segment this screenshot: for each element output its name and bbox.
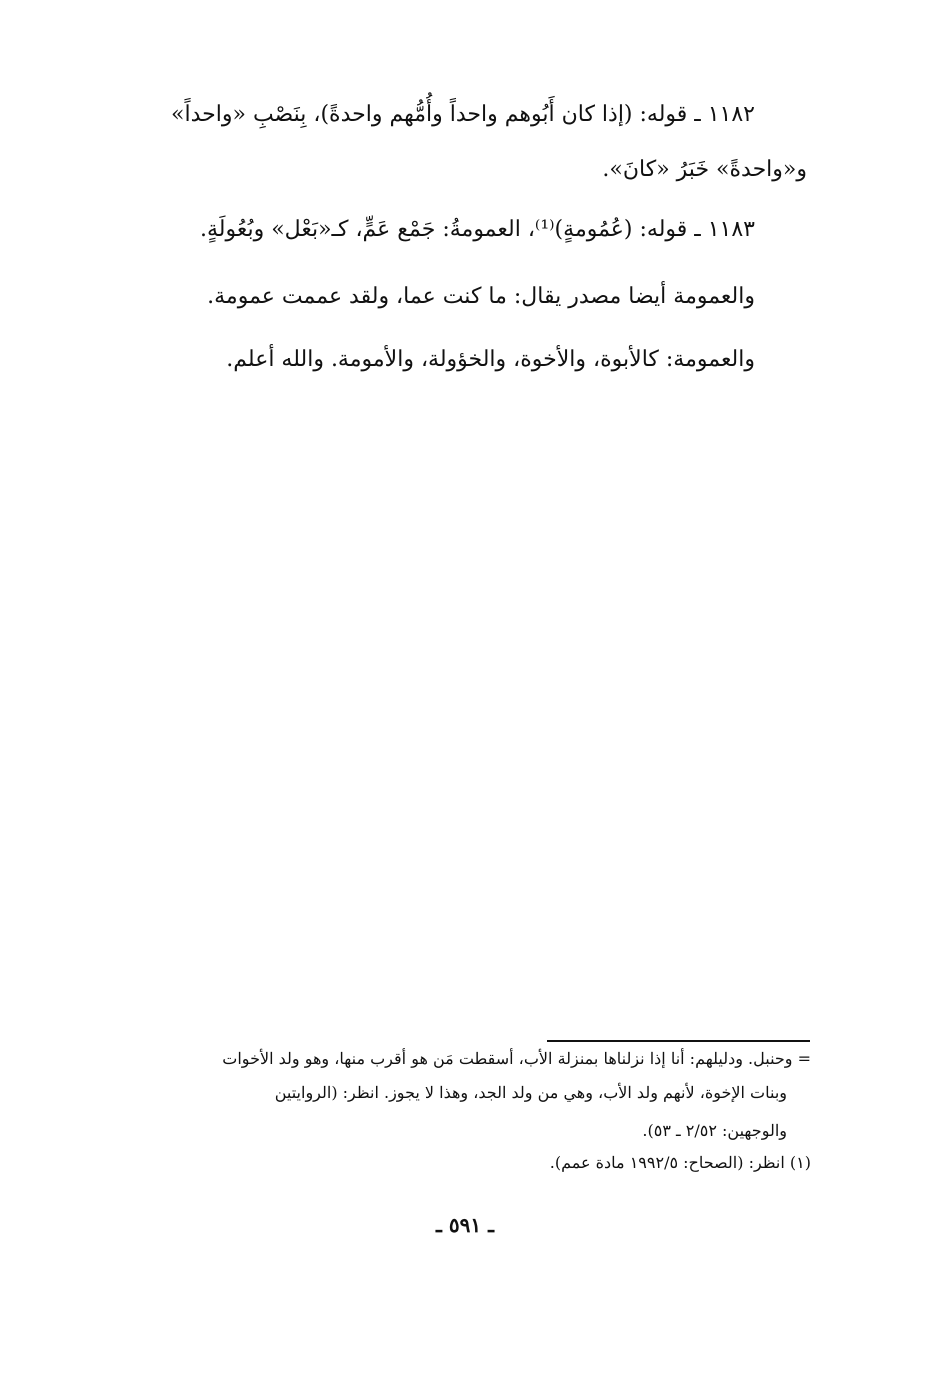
paragraph-umuma-masdar: والعمومة أيضا مصدر يقال: ما كنت عما، ولقد عممت عمومة. <box>207 284 755 309</box>
paragraph-umuma-comparison: والعمومة: كالأبوة، والأخوة، والخؤولة، والأمومة. والله أعلم. <box>226 347 755 372</box>
paragraph-1182-line-1: ١١٨٢ ـ قوله: (إذا كان أَبُوهم واحداً وأُمُّهم واحدةً)، بِنَصْبِ «واحداً» <box>171 102 755 127</box>
footnote-continuation-line-3: والوجهين: ٢/٥٢ ـ ٥٣). <box>642 1121 787 1140</box>
footnote-continuation-line-1: = وحنبل. ودليلهم: أنا إذا نزلناها بمنزلة الأب، أسقطت مَن هو أقرب منها، وهو ولد الأخوات <box>222 1049 811 1068</box>
paragraph-1182-line-2: و«واحدةً» خَبَرُ «كانَ». <box>602 157 807 182</box>
page-number: ـ ٥٩١ ـ <box>436 1213 494 1237</box>
footnote-1: (١) انظر: (الصحاح: ١٩٩٢/٥ مادة عمم). <box>549 1153 811 1172</box>
footnote-continuation-line-2: وبنات الإخوة، لأنهم ولد الأب، وهي من ولد الجد، وهذا لا يجوز. انظر: (الروايتين <box>274 1083 787 1102</box>
footnote-separator <box>547 1040 810 1042</box>
paragraph-1183: ١١٨٣ ـ قوله: (عُمُومةٍ)⁽¹⁾، العمومةُ: جَمْع عَمٍّ، كـ«بَعْل» وبُعُولَةٍ. <box>200 217 755 242</box>
